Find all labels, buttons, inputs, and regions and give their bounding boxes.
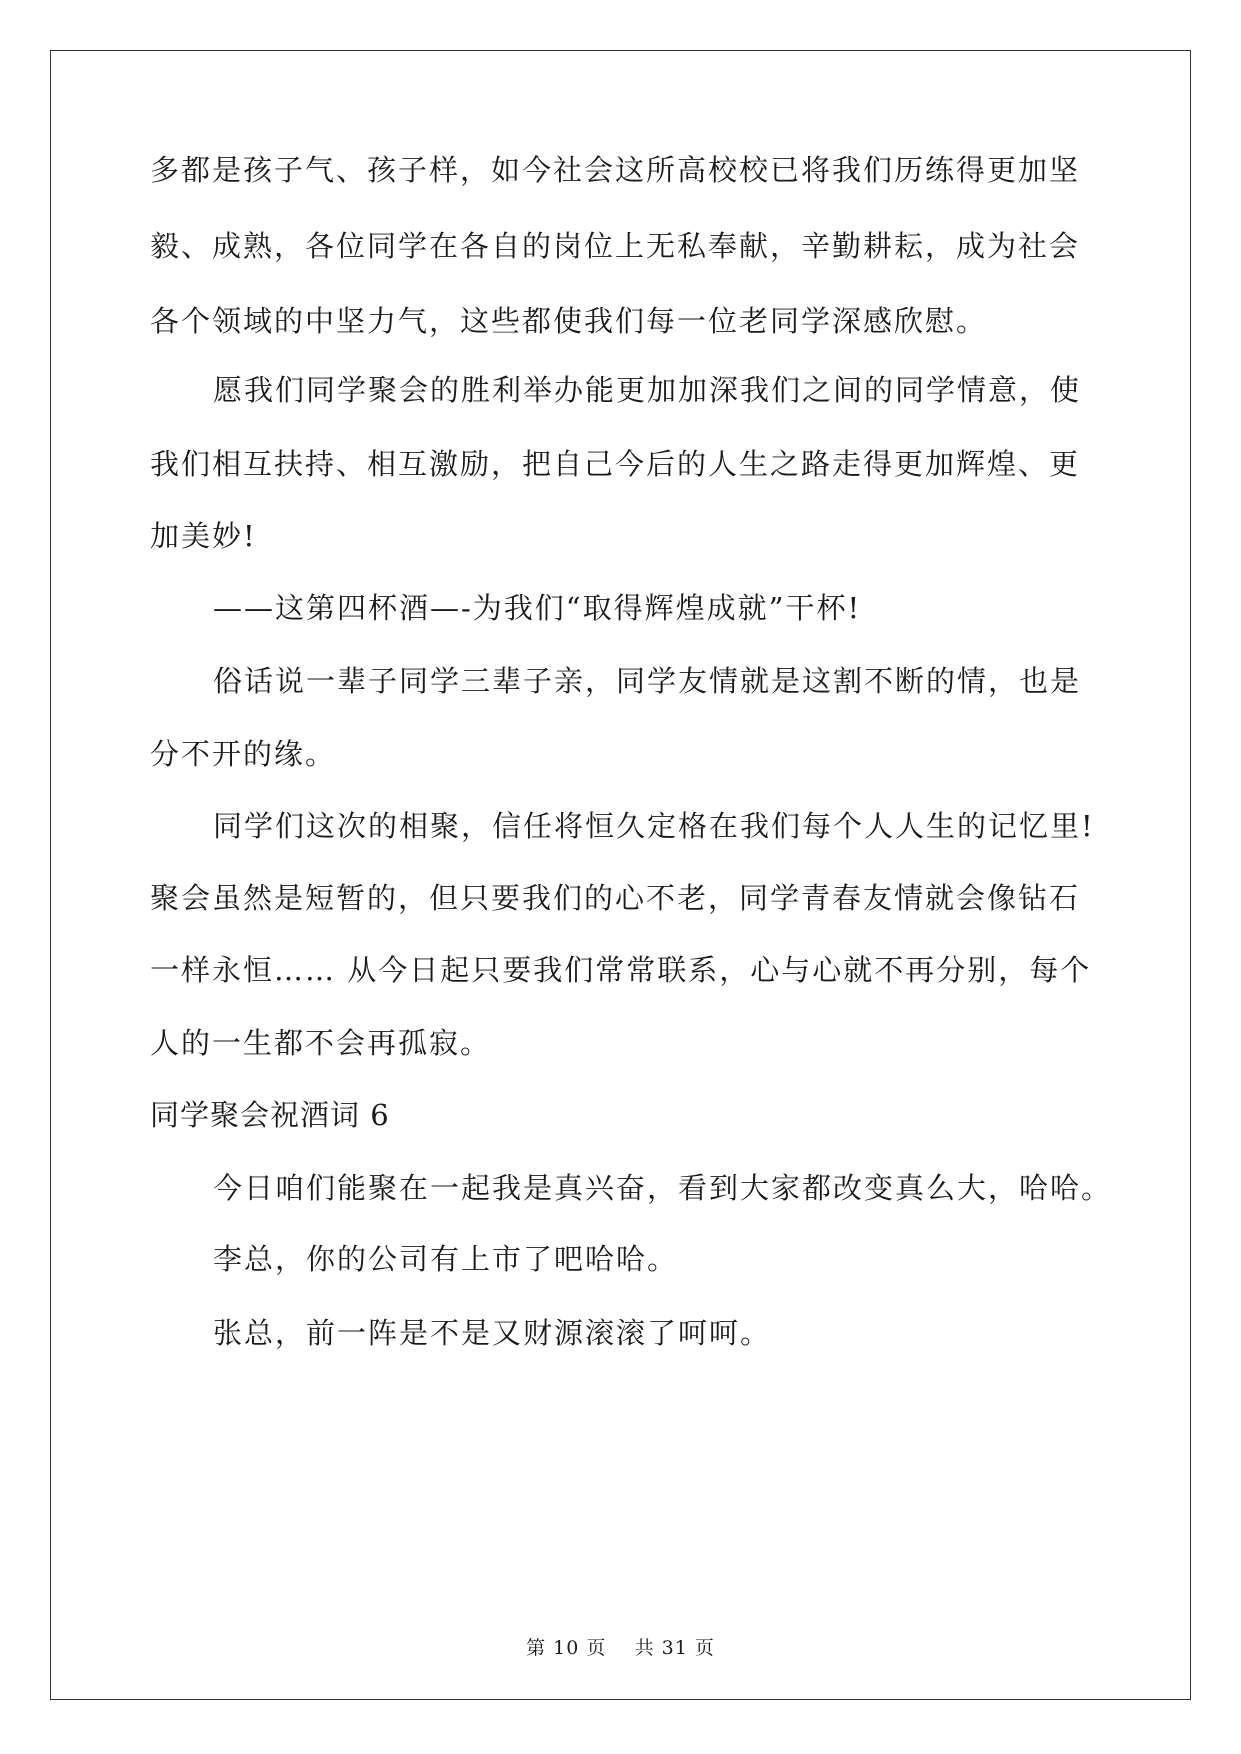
paragraph-line: 毅、成熟，各位同学在各自的岗位上无私奉献，辛勤耕耘，成为社会 bbox=[150, 229, 1081, 263]
page-frame bbox=[50, 50, 1191, 1700]
page-footer bbox=[0, 1636, 1241, 1660]
paragraph-line: 加美妙! bbox=[150, 519, 257, 553]
paragraph-line: 俗话说一辈子同学三辈子亲，同学友情就是这割不断的情，也是 bbox=[213, 664, 1082, 698]
paragraph-line: 分不开的缘。 bbox=[150, 737, 337, 771]
paragraph-line: 我们相互扶持、相互激励，把自己今后的人生之路走得更加辉煌、更 bbox=[150, 447, 1081, 481]
paragraph-line: 张总，前一阵是不是又财源滚滚了呵呵。 bbox=[213, 1316, 772, 1350]
paragraph-line: 人的一生都不会再孤寂。 bbox=[150, 1026, 492, 1060]
paragraph-line: 愿我们同学聚会的胜利举办能更加加深我们之间的同学情意，使 bbox=[213, 373, 1082, 407]
page-number: 第 10 页 bbox=[526, 1637, 607, 1659]
paragraph-line: 一样永恒…… 从今日起只要我们常常联系，心与心就不再分别，每个 bbox=[150, 953, 1092, 987]
paragraph-line: 多都是孩子气、孩子样，如今社会这所高校校已将我们历练得更加坚 bbox=[150, 153, 1081, 187]
paragraph-line: 同学们这次的相聚，信任将恒久定格在我们每个人人生的记忆里! bbox=[213, 809, 1095, 843]
paragraph-line: 聚会虽然是短暂的，但只要我们的心不老，同学青春友情就会像钻石 bbox=[150, 881, 1081, 915]
toast-line: ——这第四杯酒—-为我们“取得辉煌成就”干杯! bbox=[213, 591, 862, 625]
paragraph-line: 今日咱们能聚在一起我是真兴奋，看到大家都改变真么大，哈哈。 bbox=[213, 1171, 1113, 1205]
page-total: 共 31 页 bbox=[634, 1637, 715, 1659]
paragraph-line: 李总，你的公司有上市了吧哈哈。 bbox=[213, 1242, 679, 1276]
paragraph-line: 各个领域的中坚力气，这些都使我们每一位老同学深感欣慰。 bbox=[150, 304, 988, 338]
section-title: 同学聚会祝酒词 6 bbox=[150, 1098, 390, 1132]
